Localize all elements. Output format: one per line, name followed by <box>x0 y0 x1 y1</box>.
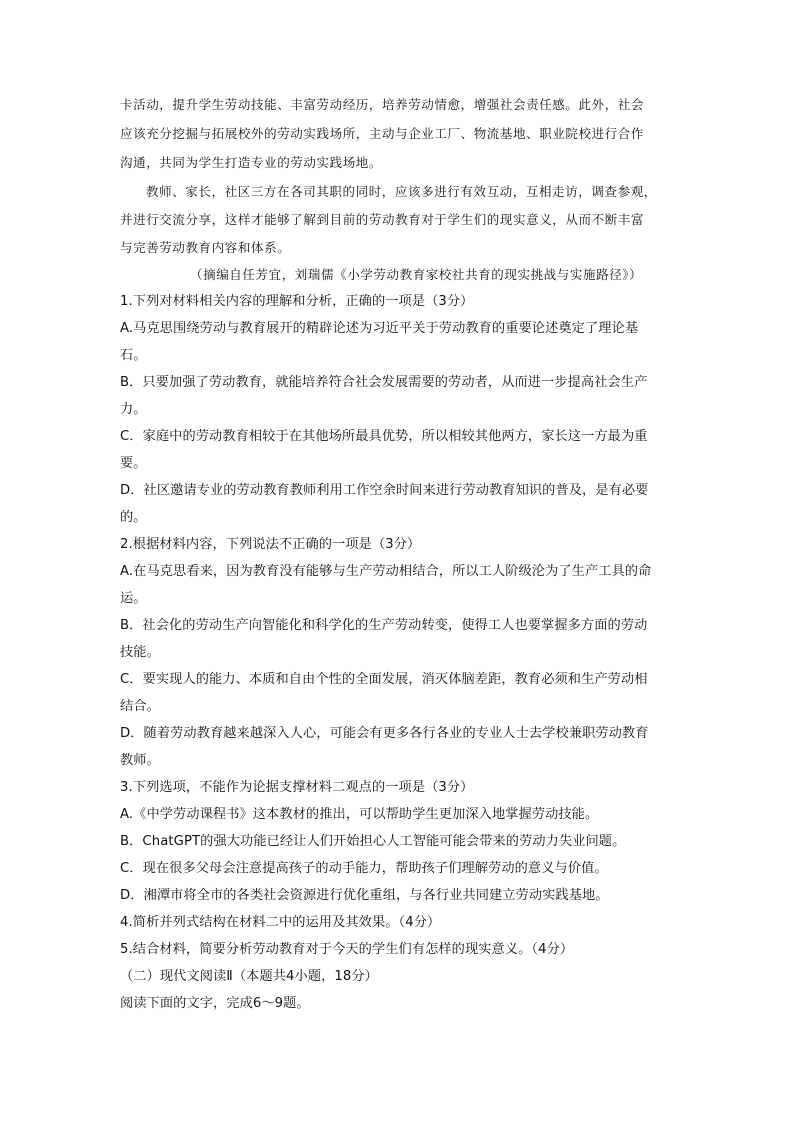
q3-option-a: A.《中学劳动课程书》这本教材的推出，可以帮助学生更加深入地掌握劳动技能。 <box>120 807 599 822</box>
question-2-stem: 2.根据材料内容，下列说法不正确的一项是（3分） <box>120 537 421 552</box>
q1-option-a-cont: 石。 <box>120 348 147 363</box>
q2-option-c-cont: 结合。 <box>120 699 160 714</box>
passage-line: 教师、家长，社区三方在各司其职的同时，应该多进行有效互动，互相走访，调查参观， <box>146 184 657 199</box>
passage-line: 与完善劳动教育内容和体系。 <box>120 240 291 255</box>
q1-option-c-cont: 要。 <box>120 456 147 471</box>
source-citation: （摘编自任芳宜，刘瑞儒《小学劳动教育家校社共育的现实挑战与实施路径》） <box>190 267 643 282</box>
q3-option-c: C．现在很多父母会注意提高孩子的动手能力，帮助孩子们理解劳动的意义与价值。 <box>120 861 608 876</box>
question-4: 4.简析并列式结构在材料二中的运用及其效果。（4分） <box>120 915 441 930</box>
q3-option-d: D．湘潭市将全市的各类社会资源进行优化重组，与各行业共同建立劳动实践基地。 <box>120 888 609 903</box>
q1-option-c: C．家庭中的劳动教育相较于在其他场所最具优势，所以相较其他两方，家长这一方最为重 <box>120 429 648 444</box>
section-instruction: 阅读下面的文字，完成6～9题。 <box>120 996 310 1011</box>
q1-option-b-cont: 力。 <box>120 402 147 417</box>
q2-option-c: C．要实现人的能力、本质和自由个性的全面发展，消灭体脑差距，教育必须和生产劳动相 <box>120 672 648 687</box>
passage-line: 应该充分挖掘与拓展校外的劳动实践场所，主动与企业工厂、物流基地、职业院校进行合作 <box>120 126 645 141</box>
q2-option-a-cont: 运。 <box>120 591 147 606</box>
q1-option-d: D．社区邀请专业的劳动教育教师利用工作空余时间来进行劳动教育知识的普及，是有必要 <box>120 483 649 498</box>
q1-option-a: A.马克思围绕劳动与教育展开的精辟论述为习近平关于劳动教育的重要论述奠定了理论基 <box>120 321 639 336</box>
q3-option-b: B．ChatGPT的强大功能已经让人们开始担心人工智能可能会带来的劳动力失业问题。 <box>120 834 626 849</box>
q2-option-a: A.在马克思看来，因为教育没有能够与生产劳动相结合，所以工人阶级沦为了生产工具的命 <box>120 564 652 579</box>
question-5: 5.结合材料，简要分析劳动教育对于今天的学生们有怎样的现实意义。（4分） <box>120 942 574 957</box>
question-3-stem: 3.下列选项，不能作为论据支撑材料二观点的一项是（3分） <box>120 780 474 795</box>
passage-line: 沟通，共同为学生打造专业的劳动实践场地。 <box>120 155 383 170</box>
passage-line: 并进行交流分享，这样才能够了解到目前的劳动教育对于学生们的现实意义，从而不断丰富 <box>120 212 645 227</box>
section-heading: （二）现代文阅读Ⅱ（本题共4小题，18分） <box>120 969 378 984</box>
question-1-stem: 1.下列对材料相关内容的理解和分析，正确的一项是（3分） <box>120 294 474 309</box>
q2-option-b: B．社会化的劳动生产向智能化和科学化的生产劳动转变，使得工人也要掌握多方面的劳动 <box>120 618 648 633</box>
q1-option-d-cont: 的。 <box>120 510 147 525</box>
passage-line: 卡活动，提升学生劳动技能、丰富劳动经历，培养劳动情愈，增强社会责任感。此外，社会 <box>120 97 645 112</box>
q2-option-d-cont: 教师。 <box>120 753 160 768</box>
q2-option-d: D．随着劳动教育越来越深入人心，可能会有更多各行各业的专业人士去学校兼职劳动教育 <box>120 726 649 741</box>
q2-option-b-cont: 技能。 <box>120 645 160 660</box>
q1-option-b: B．只要加强了劳动教育，就能培养符合社会发展需要的劳动者，从而进一步提高社会生产 <box>120 375 648 390</box>
